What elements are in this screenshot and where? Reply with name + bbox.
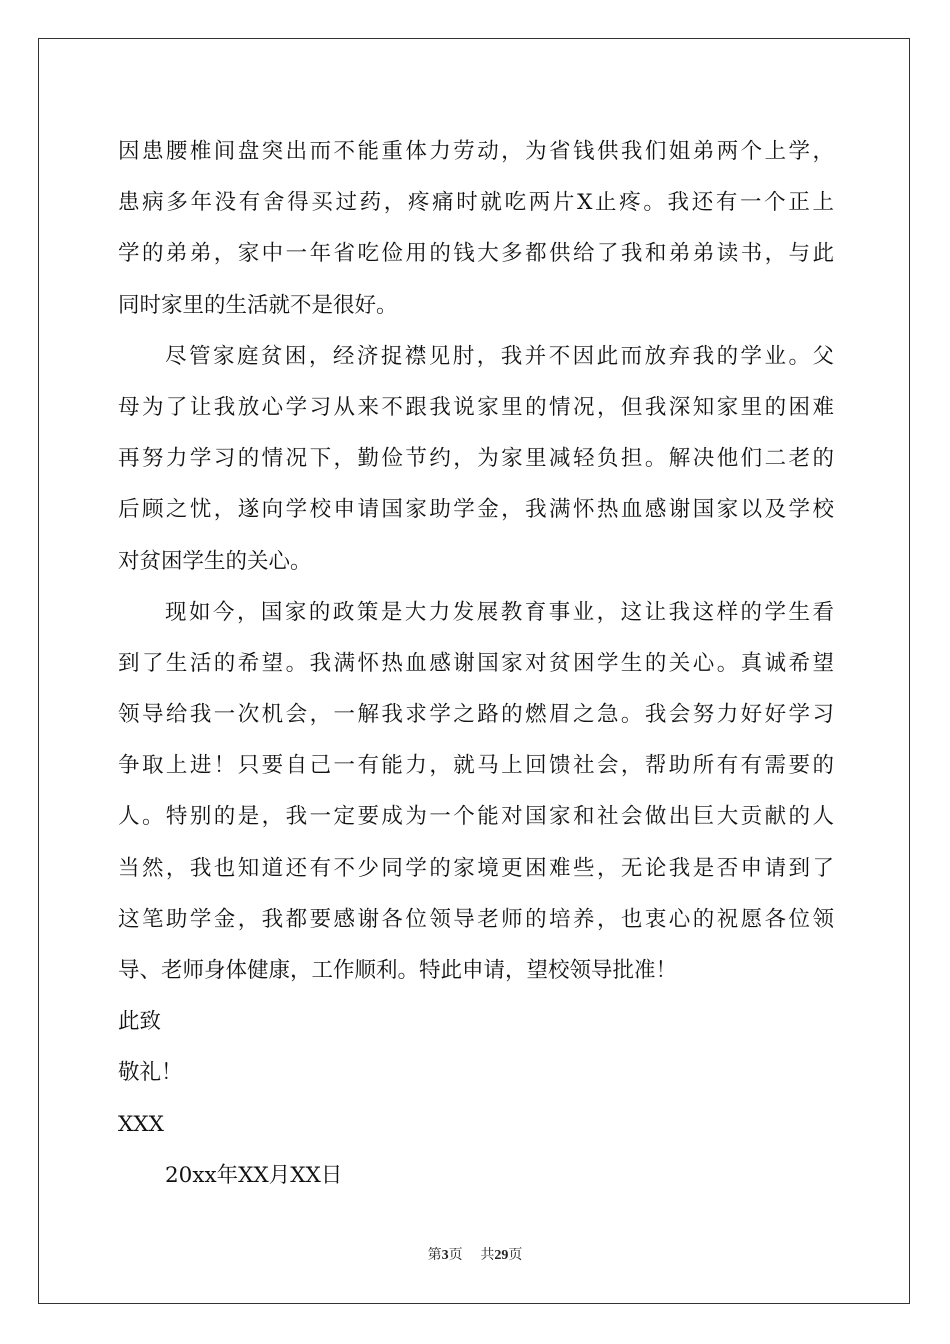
text-line: 学的弟弟，家中一年省吃俭用的钱大多都供给了我和弟弟读书，与此 <box>118 241 834 267</box>
letter-body <box>118 126 834 1201</box>
text-line: 领导给我一次机会，一解我求学之路的燃眉之急。我会努力好好学习 <box>118 702 834 728</box>
paragraph-application-reason <box>118 331 834 587</box>
text-line: 导、老师身体健康，工作顺利。特此申请，望校领导批准！ <box>118 958 678 983</box>
page-prefix: 第 <box>427 1247 442 1263</box>
text-line: 人。特别的是，我一定要成为一个能对国家和社会做出巨大贡献的人 <box>118 804 834 830</box>
page-number: 3 <box>441 1248 449 1263</box>
text-line: 到了生活的希望。我满怀热血感谢国家对贫困学生的关心。真诚希望 <box>118 650 834 676</box>
text-line: 同时家里的生活就不是很好。 <box>118 292 398 318</box>
total-prefix: 共 <box>480 1247 495 1263</box>
text-line: 后顾之忧，遂向学校申请国家助学金，我满怀热血感谢国家以及学校 <box>118 497 834 523</box>
page-suffix: 页 <box>448 1247 463 1263</box>
total-pages: 29 <box>494 1248 509 1263</box>
text-line: 这笔助学金，我都要感谢各位领导老师的培养，也衷心的祝愿各位领 <box>118 906 834 932</box>
page-footer <box>0 1246 950 1265</box>
text-line: 现如今，国家的政策是大力发展教育事业，这让我这样的学生看 <box>165 599 834 625</box>
total-suffix: 页 <box>508 1247 523 1263</box>
closing-salutation: 此致 <box>118 1009 162 1035</box>
paragraph-gratitude <box>118 587 834 997</box>
signature: XXX <box>118 1111 164 1137</box>
text-line: 尽管家庭贫困，经济捉襟见肘，我并不因此而放弃我的学业。父 <box>165 343 834 369</box>
text-line: 因患腰椎间盘突出而不能重体力劳动，为省钱供我们姐弟两个上学， <box>118 139 834 164</box>
text-line: 争取上进！只要自己一有能力，就马上回馈社会，帮助所有有需要的 <box>118 753 834 779</box>
text-line: 再努力学习的情况下，勤俭节约，为家里减轻负担。解决他们二老的 <box>118 446 834 472</box>
text-line: 母为了让我放心学习从来不跟我说家里的情况，但我深知家里的困难 <box>118 394 834 420</box>
text-line: 当然，我也知道还有不少同学的家境更困难些，无论我是否申请到了 <box>118 855 834 881</box>
paragraph-family-hardship <box>118 126 834 331</box>
text-line: 对贫困学生的关心。 <box>118 548 312 574</box>
closing-regards: 敬礼！ <box>118 1060 183 1086</box>
letter-date: 20xx年XX月XX日 <box>165 1162 343 1188</box>
text-line: 患病多年没有舍得买过药，疼痛时就吃两片X止疼。我还有一个正上 <box>118 190 834 216</box>
